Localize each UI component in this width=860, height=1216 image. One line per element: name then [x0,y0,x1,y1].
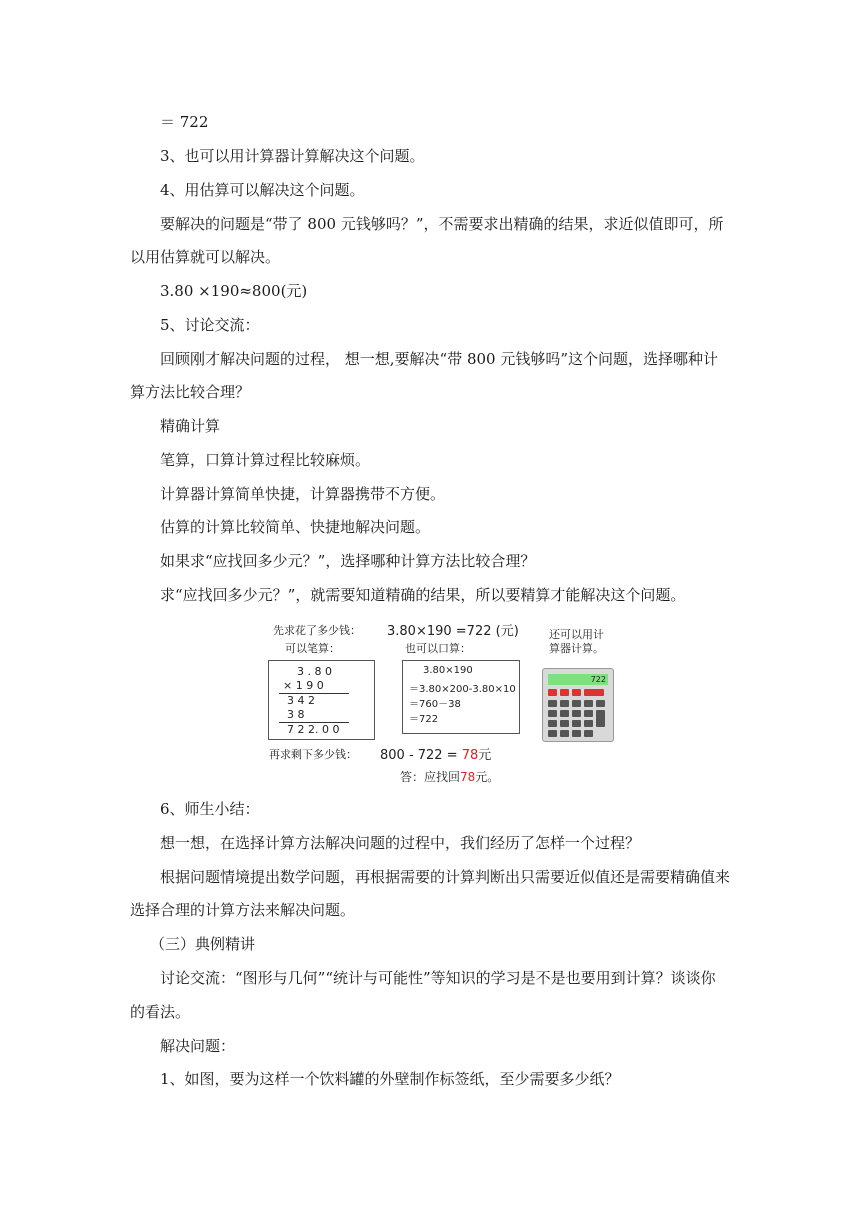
written-line: 3 8 [287,708,305,721]
text-line: 估算的计算比较简单、快捷地解决问题。 [160,518,431,536]
written-line: 7 2 2. 0 0 [287,723,340,736]
text-line: 解决问题： [160,1037,236,1055]
text-line: 计算器计算简单快捷，计算器携带不方便。 [160,485,446,503]
text-line: ＝ 722 [160,113,209,131]
figure-expression-1: 3.80×190 =722 (元) [387,624,519,639]
answer-value: 78 [460,770,476,784]
figure-label-written: 可以笔算： [285,642,340,655]
figure-label-mental: 也可以口算： [405,642,471,655]
mental-line: ＝760－38 [409,699,461,710]
text-line: 3、也可以用计算器计算解决这个问题。 [160,147,425,165]
figure-expression-2: 800 - 722 = 78元 [380,748,492,763]
text-line: 以用估算就可以解决。 [130,248,281,266]
calculation-figure [265,618,625,788]
figure-calc-label-1: 还可以用计 [549,628,604,641]
mental-line: 3.80×190 [423,665,473,676]
figure-answer: 答：应找回78元。 [400,770,500,784]
section-heading: （三）典例精讲 [150,935,256,953]
written-line: 3 4 2 [287,694,315,707]
text-line: 6、师生小结： [160,800,260,818]
text-line: 要解决的问题是“带了 800 元钱够吗？”，不需要求出精确的结果，求近似值即可，所 [160,215,724,233]
figure-question-2: 再求剩下多少钱： [269,748,357,761]
result-value: 78 [461,748,479,763]
text-line: 5、讨论交流： [160,316,260,334]
mental-line: ＝722 [409,714,439,725]
mental-line: ＝3.80×200-3.80×10 [409,684,516,695]
text-line: 想一想，在选择计算方法解决问题的过程中，我们经历了怎样一个过程？ [160,834,641,852]
text-line: 根据问题情境提出数学问题，再根据需要的计算判断出只需要近似值还是需要精确值来 [160,868,731,886]
mental-calculation-box [402,660,520,734]
figure-calc-label-2: 算器计算。 [549,642,604,655]
text-line: 求“应找回多少元？”，就需要知道精确的结果，所以要精算才能解决这个问题。 [160,586,686,604]
text-line: 回顾刚才解决问题的过程， 想一想,要解决“带 800 元钱够吗”这个问题，选择哪种计 [160,350,719,368]
written-line: 3 . 8 0 [297,665,332,678]
text-line: 3.80 ×190≈800(元) [160,282,308,300]
text-line: 的看法。 [130,1003,191,1021]
text-line: 如果求“应找回多少元？”，选择哪种计算方法比较合理？ [160,552,536,570]
text-line: 选择合理的计算方法来解决问题。 [130,901,356,919]
calculator-icon [542,668,614,742]
calculator-display: 722 [548,674,608,685]
written-line: × 1 9 0 [283,679,324,692]
text-line: 4、用估算可以解决这个问题。 [160,181,365,199]
text-line: 精确计算 [160,417,221,435]
text-line: 讨论交流：“图形与几何”“统计与可能性”等知识的学习是不是也要用到计算？谈谈你 [160,969,716,987]
figure-question-1: 先求花了多少钱： [273,624,361,637]
text-line: 1、如图，要为这样一个饮料罐的外壁制作标签纸，至少需要多少纸？ [160,1070,620,1088]
written-calculation-box [268,660,375,740]
text-line: 算方法比较合理？ [130,383,251,401]
text-line: 笔算，口算计算过程比较麻烦。 [160,451,371,469]
